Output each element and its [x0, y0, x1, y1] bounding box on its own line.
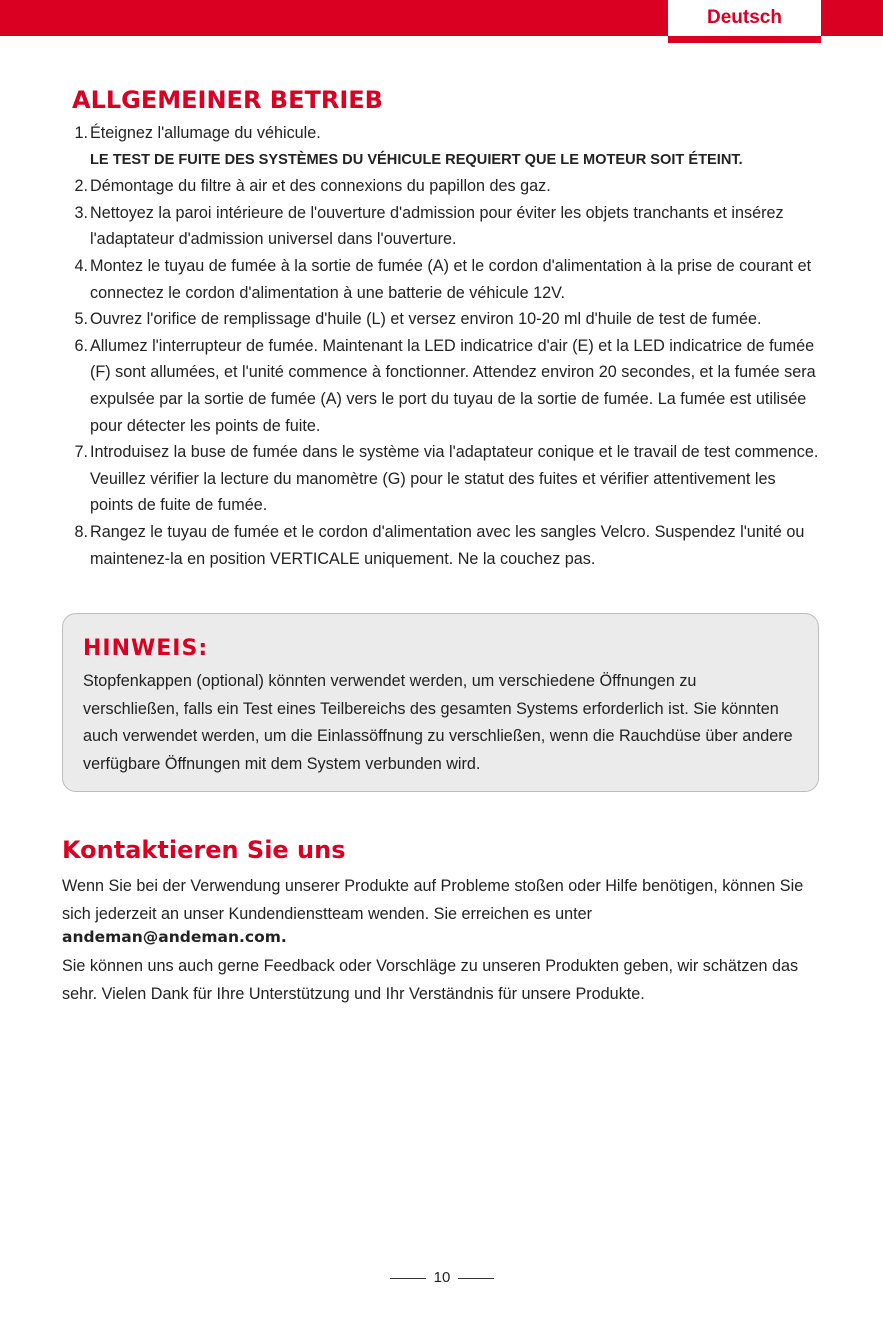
note-box [62, 613, 819, 792]
contact-paragraph-1: Wenn Sie bei der Verwendung unserer Produkte auf Probleme stoßen oder Hilfe benötigen, können Sie sich jederzeit an unser Kundendienstteam wenden. Sie erreichen es unter [62, 877, 804, 923]
footer-rule-left [390, 1278, 426, 1279]
footer-rule-right [458, 1278, 494, 1279]
step-text: Rangez le tuyau de fumée et le cordon d'alimentation avec les sangles Velcro. Suspendez l'unité ou maintenez-la en position VERTICALE uniquement. Ne la couchez pas. [90, 522, 805, 568]
step-text: Éteignez l'allumage du véhicule. [90, 124, 321, 142]
step-item [62, 200, 822, 253]
step-item [62, 439, 822, 519]
step-number: 6. [74, 336, 88, 355]
step-text: Allumez l'interrupteur de fumée. Maintenant la LED indicatrice d'air (E) et la LED indicatrice de fumée (F) sont allumées, et l'unité commence à fonctionner. Attendez environ 20 secondes, et la fumée sera expulsée par la sortie de fumée (A) vers le port du tuyau de la sortie de fumée. La fumée est utilisée pour détecter les points de fuite. [90, 336, 816, 435]
step-item [62, 333, 822, 439]
step-number: 2. [74, 177, 88, 196]
step-number: 8. [74, 522, 88, 541]
step-warning: LE TEST DE FUITE DES SYSTÈMES DU VÉHICULE REQUIERT QUE LE MOTEUR SOIT ÉTEINT. [90, 151, 743, 168]
contact-paragraph-2: Sie können uns auch gerne Feedback oder Vorschläge zu unseren Produkten geben, wir schätzen das sehr. Vielen Dank für Ihre Unterstützung und Ihr Verständnis für unsere Produkte. [62, 957, 799, 1003]
step-item [62, 173, 822, 200]
step-text: Démontage du filtre à air et des connexions du papillon des gaz. [90, 177, 551, 196]
note-title: HINWEIS: [83, 636, 209, 661]
operation-steps [62, 120, 822, 572]
page-number: 10 [433, 1269, 451, 1286]
language-tab-label: Deutsch [668, 0, 821, 36]
step-number: 7. [74, 443, 88, 462]
contact-email-link[interactable]: andeman@andeman.com. [62, 928, 287, 946]
note-text: Stopfenkappen (optional) könnten verwendet werden, um verschiedene Öffnungen zu verschließen, falls ein Test eines Teilbereichs des gesamten Systems erforderlich ist. Sie könnten auch verwendet werden, um die Einlassöffnung zu verschließen, wenn die Rauchdüse über andere verfügbare Öffnungen mit dem System verbunden wird. [83, 672, 793, 773]
step-number: 1. [74, 124, 88, 142]
step-item [62, 253, 822, 306]
page-footer [390, 1268, 494, 1288]
contact-body [62, 872, 822, 1008]
step-item [62, 120, 822, 173]
step-number: 3. [74, 203, 88, 222]
step-text: Nettoyez la paroi intérieure de l'ouverture d'admission pour éviter les objets tranchants et insérez l'adaptateur d'admission universel dans l'ouverture. [90, 203, 784, 249]
step-number: 5. [74, 310, 88, 329]
step-text: Montez le tuyau de fumée à la sortie de fumée (A) et le cordon d'alimentation à la prise de courant et connectez le cordon d'alimentation à une batterie de véhicule 12V. [90, 256, 812, 302]
step-item [62, 306, 822, 333]
contact-title: Kontaktieren Sie uns [62, 836, 346, 864]
step-text: Introduisez la buse de fumée dans le système via l'adaptateur conique et le travail de test commence. Veuillez vérifier la lecture du manomètre (G) pour le statut des fuites et vérifier attentivement les points de fuite de fumée. [90, 443, 819, 515]
step-number: 4. [74, 256, 88, 275]
language-tab [668, 0, 821, 43]
step-text: Ouvrez l'orifice de remplissage d'huile (L) et versez environ 10-20 ml d'huile de test de fumée. [90, 310, 762, 329]
operation-title: ALLGEMEINER BETRIEB [72, 86, 383, 114]
step-item [62, 519, 822, 572]
